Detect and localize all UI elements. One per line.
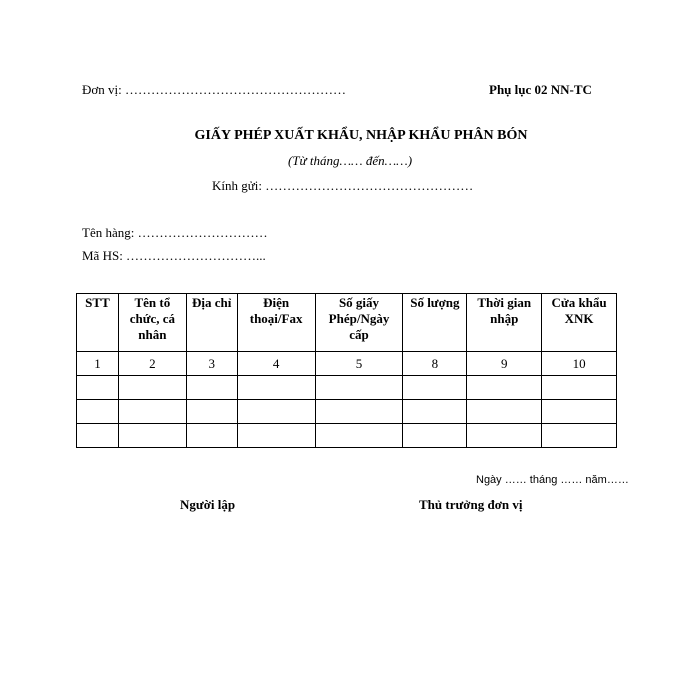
- unit-line: Đơn vị: ……………………………………………: [82, 82, 346, 97]
- goods-name-line: Tên hàng: …………………………: [82, 225, 268, 240]
- table-cell: [186, 376, 237, 400]
- permit-table: [76, 293, 617, 448]
- table-cell: [542, 424, 617, 448]
- table-row: [77, 424, 617, 448]
- header-import-time: Thời gian nhập: [467, 294, 542, 352]
- table-cell: [542, 376, 617, 400]
- hs-code-line: Mã HS: …………………………...: [82, 248, 266, 263]
- table-cell: [403, 400, 467, 424]
- number-cell: 1: [77, 352, 119, 376]
- number-cell: 3: [186, 352, 237, 376]
- table-cell: [467, 424, 542, 448]
- table-cell: [118, 424, 186, 448]
- number-cell: 9: [467, 352, 542, 376]
- number-cell: 2: [118, 352, 186, 376]
- head-of-unit-signature-label: Thủ trưởng đơn vị: [419, 497, 523, 512]
- period-line: (Từ tháng…… đến……): [287, 153, 413, 168]
- header-permit-number: Số giấy Phép/Ngày cấp: [315, 294, 403, 352]
- table-cell: [315, 400, 403, 424]
- header-border-gate: Cửa khẩu XNK: [542, 294, 617, 352]
- header-phone-fax: Điện thoại/Fax: [237, 294, 315, 352]
- header-quantity: Số lượng: [403, 294, 467, 352]
- header-stt: STT: [77, 294, 119, 352]
- table-cell: [542, 400, 617, 424]
- table-row: [77, 400, 617, 424]
- document-title: GIẤY PHÉP XUẤT KHẨU, NHẬP KHẨU PHÂN BÓN: [194, 128, 528, 143]
- table-cell: [467, 400, 542, 424]
- table-cell: [186, 424, 237, 448]
- table-cell: [186, 400, 237, 424]
- preparer-signature-label: Người lập: [180, 497, 236, 512]
- number-cell: 5: [315, 352, 403, 376]
- appendix-label: Phụ lục 02 NN-TC: [489, 82, 592, 97]
- table-cell: [403, 376, 467, 400]
- number-cell: 8: [403, 352, 467, 376]
- header-organization: Tên tổ chức, cá nhân: [118, 294, 186, 352]
- table-cell: [118, 376, 186, 400]
- table-cell: [237, 376, 315, 400]
- table-cell: [77, 400, 119, 424]
- table-cell: [77, 424, 119, 448]
- table-cell: [237, 400, 315, 424]
- recipient-line: Kính gửi: …………………………………………: [212, 178, 474, 193]
- header-address: Địa chỉ: [186, 294, 237, 352]
- table-cell: [237, 424, 315, 448]
- table-number-row: [77, 352, 617, 376]
- number-cell: 4: [237, 352, 315, 376]
- table-header-row: [77, 294, 617, 352]
- table-cell: [77, 376, 119, 400]
- date-line: Ngày …… tháng …… năm……: [476, 474, 629, 486]
- table-cell: [118, 400, 186, 424]
- table-cell: [403, 424, 467, 448]
- table-row: [77, 376, 617, 400]
- table-cell: [315, 376, 403, 400]
- number-cell: 10: [542, 352, 617, 376]
- table-cell: [315, 424, 403, 448]
- table-cell: [467, 376, 542, 400]
